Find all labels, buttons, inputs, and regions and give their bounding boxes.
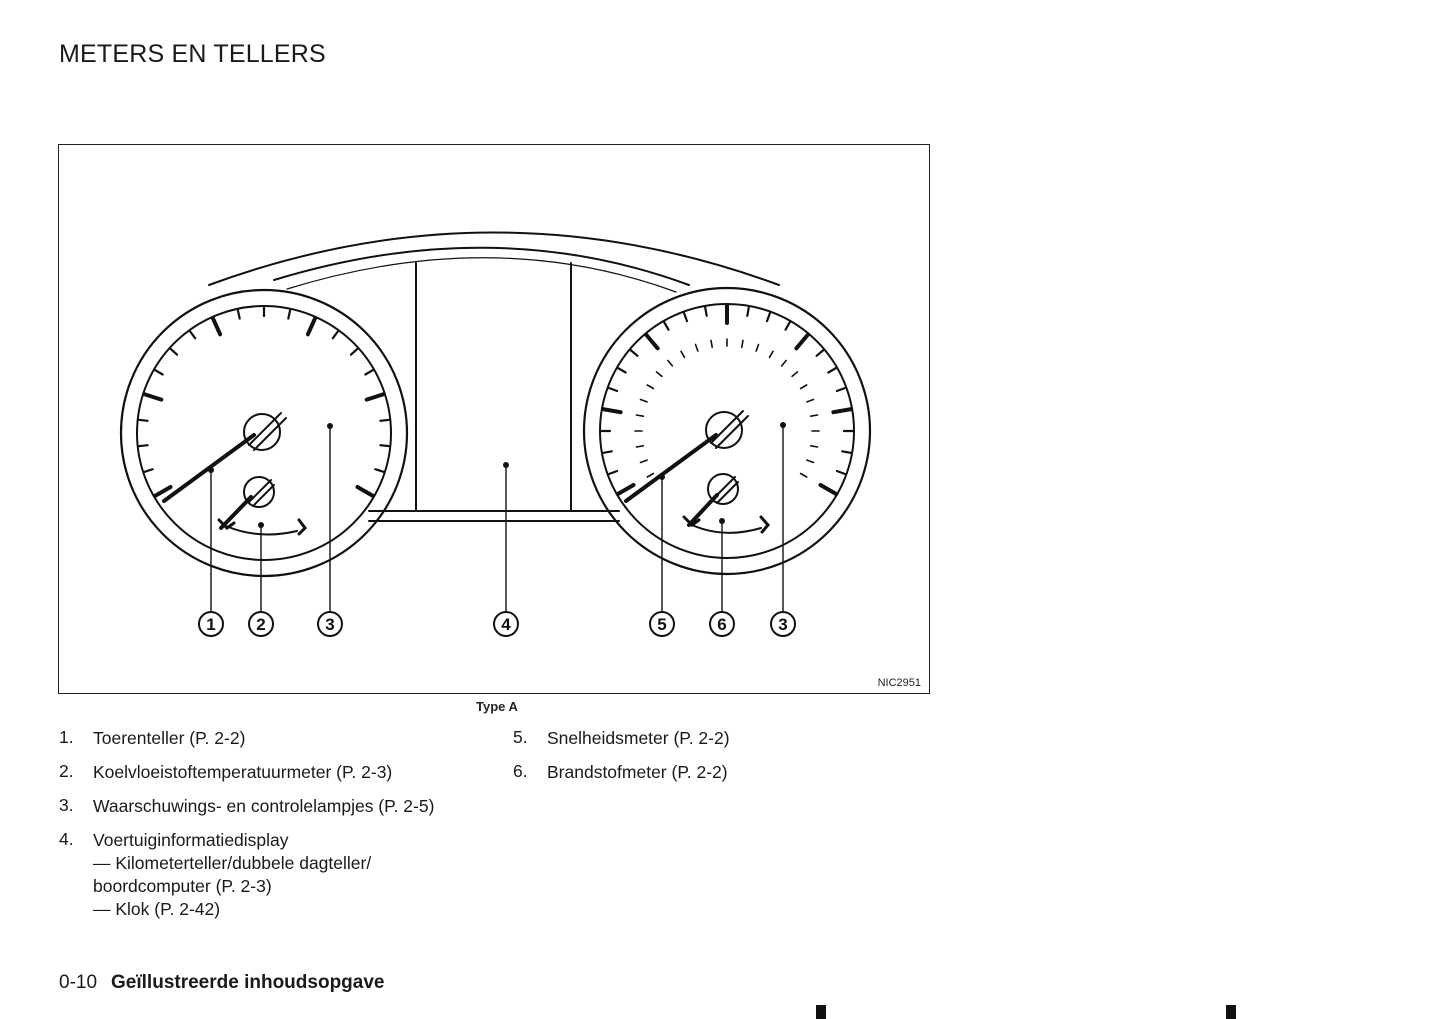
gauge-tick xyxy=(641,460,648,462)
gauge-tick xyxy=(792,372,797,377)
gauge-tick xyxy=(144,469,153,472)
gauge-tick xyxy=(380,420,389,421)
gauge-tick xyxy=(747,307,749,316)
gauge-tick xyxy=(657,372,662,377)
gauge-tick xyxy=(770,351,774,357)
gauge-tick xyxy=(365,370,373,375)
gauge-tick xyxy=(646,335,658,349)
gauge-tick xyxy=(367,394,384,400)
item-text: Voertuiginformatiedisplay xyxy=(93,830,289,850)
callout-number: 1 xyxy=(206,615,216,634)
gauge-tick xyxy=(603,451,612,453)
item-number: 4. xyxy=(59,829,74,849)
item-text: — Kilometerteller/dubbele dagteller/ xyxy=(93,853,372,873)
gauge-tick xyxy=(190,331,195,338)
gauge-tick xyxy=(375,469,384,472)
item-number: 6. xyxy=(513,761,528,781)
item-number: 1. xyxy=(59,727,74,747)
item-text: Brandstofmeter (P. 2-2) xyxy=(547,762,728,782)
gauge-tick xyxy=(756,345,758,352)
gauge-tick xyxy=(155,370,163,375)
gauge-tick xyxy=(821,485,837,494)
gauge-tick xyxy=(144,394,161,400)
gauge-tick xyxy=(238,310,240,319)
item-text: — Klok (P. 2-42) xyxy=(93,899,221,919)
callout-number: 3 xyxy=(778,615,788,634)
page-footer xyxy=(59,972,384,994)
gauge-tick xyxy=(807,400,814,402)
gauge-tick xyxy=(684,313,687,322)
gauge-tick xyxy=(213,318,220,334)
callout-number: 2 xyxy=(256,615,266,634)
gauge-tick xyxy=(696,345,698,352)
gauge-tick xyxy=(786,322,791,330)
gauge-tick xyxy=(828,368,836,373)
gauge-tick xyxy=(842,451,851,453)
item-number: 3. xyxy=(59,795,74,815)
crop-mark xyxy=(816,1005,826,1019)
gauge-tick xyxy=(811,446,818,447)
gauge-tick xyxy=(801,385,807,389)
gauge-tick xyxy=(767,313,770,322)
gauge-tick xyxy=(796,335,808,349)
gauge-tick xyxy=(636,446,643,447)
gauge-tick xyxy=(603,409,621,412)
gauge-tick xyxy=(817,350,824,356)
gauge-tick xyxy=(705,307,707,316)
gauge-tick xyxy=(618,485,634,494)
gauge-tick xyxy=(711,340,712,347)
figure-caption: Type A xyxy=(476,699,518,714)
gauge-tick xyxy=(351,349,358,355)
gauge-tick xyxy=(664,322,669,330)
callout-number: 6 xyxy=(717,615,727,634)
instrument-cluster-figure xyxy=(58,144,930,694)
gauge-tick xyxy=(333,331,338,338)
gauge-tick xyxy=(742,340,743,347)
gauge-tick xyxy=(837,388,846,391)
gauge-tick xyxy=(358,487,374,496)
gauge-tick xyxy=(609,471,618,474)
callout-number: 4 xyxy=(501,615,511,634)
gauge-tick xyxy=(801,474,807,478)
page-title: METERS EN TELLERS xyxy=(59,40,326,68)
gauge-tick xyxy=(139,420,148,421)
item-number: 5. xyxy=(513,727,528,747)
item-text: Toerenteller (P. 2-2) xyxy=(93,728,246,748)
gauge-tick xyxy=(139,445,148,446)
gauge-tick xyxy=(807,460,814,462)
gauge-tick xyxy=(636,415,643,416)
gauge-tick xyxy=(782,361,787,366)
item-number: 2. xyxy=(59,761,74,781)
gauge-tick xyxy=(288,310,290,319)
gauge-tick xyxy=(681,351,685,357)
figure-code: NIC2951 xyxy=(877,677,921,689)
item-text: boordcomputer (P. 2-3) xyxy=(93,876,272,896)
gauge-tick xyxy=(641,400,648,402)
gauge-tick xyxy=(618,368,626,373)
gauge-tick xyxy=(833,409,851,412)
page-number: 0-10 xyxy=(59,972,98,993)
gauge-tick xyxy=(647,385,653,389)
section-title: Geïllustreerde inhoudsopgave xyxy=(111,972,385,993)
gauge-tick xyxy=(631,350,638,356)
callout-number: 3 xyxy=(325,615,335,634)
gauge-tick xyxy=(837,471,846,474)
gauge-tick xyxy=(380,445,389,446)
gauge-tick xyxy=(668,361,673,366)
gauge-tick xyxy=(308,318,315,334)
crop-mark xyxy=(1226,1005,1236,1019)
item-text: Waarschuwings- en controlelampjes (P. 2-5) xyxy=(93,796,435,816)
item-text: Koelvloeistoftemperatuurmeter (P. 2-3) xyxy=(93,762,393,782)
gauge-tick xyxy=(647,474,653,478)
callout-number: 5 xyxy=(657,615,667,634)
instrument-cluster-illustration xyxy=(59,145,929,693)
gauge-tick xyxy=(811,415,818,416)
gauge-tick xyxy=(609,388,618,391)
gauge-tick xyxy=(155,487,171,496)
gauge-tick xyxy=(170,349,177,355)
item-text: Snelheidsmeter (P. 2-2) xyxy=(547,728,730,748)
